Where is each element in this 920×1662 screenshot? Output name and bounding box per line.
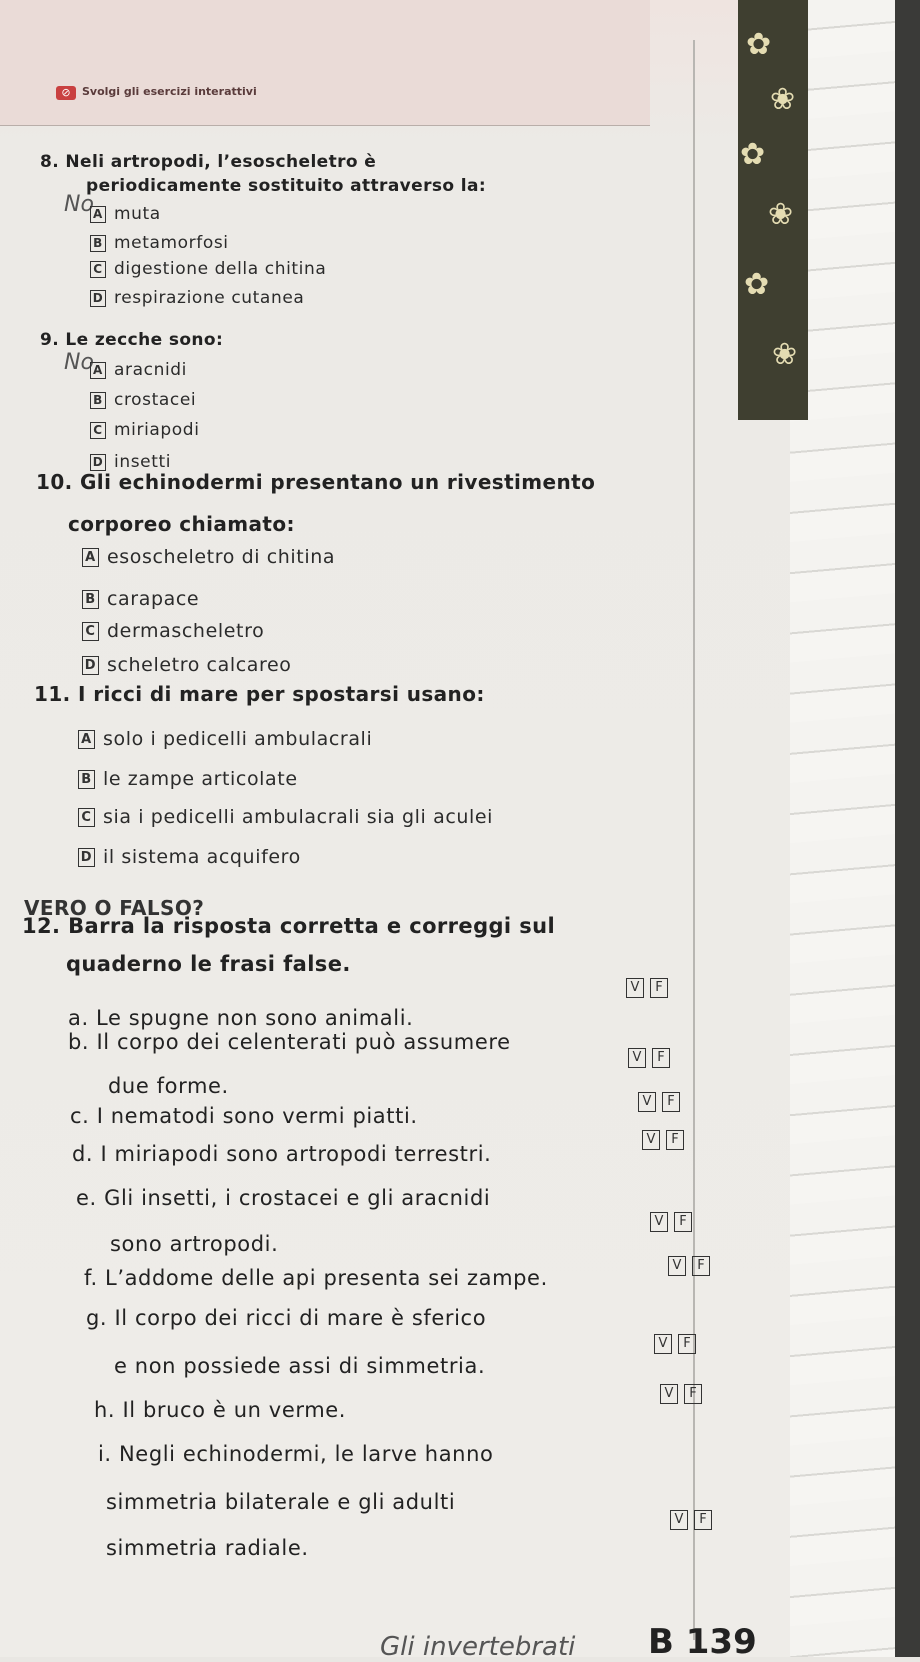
q11-option-a[interactable]: A solo i pedicelli ambulacrali — [78, 728, 372, 750]
section-footer: Gli invertebrati — [380, 1632, 576, 1662]
page-number: B 139 — [648, 1622, 757, 1662]
vf-c[interactable] — [638, 1092, 680, 1112]
statement-b-line1: b. Il corpo dei celenterati può assumere — [68, 1030, 511, 1054]
decorative-strip — [738, 0, 808, 420]
q8-option-d[interactable]: D respirazione cutanea — [90, 288, 304, 308]
vf-a[interactable] — [626, 978, 668, 998]
v-box[interactable]: V — [654, 1334, 672, 1354]
flower-icon: ❀ — [772, 337, 798, 372]
q9-option-d[interactable]: D insetti — [90, 452, 171, 472]
vf-i[interactable] — [670, 1510, 712, 1530]
page-top-band — [0, 0, 650, 126]
statement-h: h. Il bruco è un verme. — [94, 1398, 347, 1422]
q10-option-a[interactable]: A esoscheletro di chitina — [82, 546, 335, 568]
v-box[interactable]: V — [660, 1384, 678, 1404]
q10-option-b[interactable]: B carapace — [82, 588, 199, 610]
q9-option-b[interactable]: B crostacei — [90, 390, 196, 410]
statement-f: f. L’addome delle api presenta sei zampe. — [84, 1266, 548, 1290]
f-box[interactable]: F — [662, 1092, 680, 1112]
statement-i-line3: simmetria radiale. — [106, 1536, 309, 1560]
interactive-exercises-link[interactable] — [56, 86, 262, 100]
f-box[interactable]: F — [678, 1334, 696, 1354]
f-box[interactable]: F — [650, 978, 668, 998]
vf-f[interactable] — [668, 1256, 710, 1276]
handwritten-mark: No — [64, 192, 94, 217]
v-box[interactable]: V — [626, 978, 644, 998]
statement-i-line1: i. Negli echinodermi, le larve hanno — [98, 1442, 494, 1466]
vf-e[interactable] — [650, 1212, 692, 1232]
q8-option-c[interactable]: C digestione della chitina — [90, 259, 326, 279]
v-box[interactable]: V — [670, 1510, 688, 1530]
flower-icon: ❀ — [770, 82, 796, 117]
question-12-line2: quaderno le frasi false. — [66, 952, 351, 976]
q10-option-c[interactable]: C dermascheletro — [82, 620, 264, 642]
handwritten-mark: No — [64, 350, 94, 375]
question-11: 11. I ricci di mare per spostarsi usano: — [34, 682, 485, 706]
q11-option-d[interactable]: D il sistema acquifero — [78, 846, 301, 868]
statement-g-line2: e non possiede assi di simmetria. — [114, 1354, 486, 1378]
question-12: 12. Barra la risposta corretta e correggi sul — [22, 914, 556, 938]
flower-icon: ✿ — [744, 267, 770, 302]
v-box[interactable]: V — [650, 1212, 668, 1232]
f-box[interactable]: F — [694, 1510, 712, 1530]
q8-option-b[interactable]: B metamorfosi — [90, 233, 229, 253]
f-box[interactable]: F — [684, 1384, 702, 1404]
vf-g[interactable] — [654, 1334, 696, 1354]
v-box[interactable]: V — [628, 1048, 646, 1068]
q10-option-d[interactable]: D scheletro calcareo — [82, 654, 292, 676]
statement-i-line2: simmetria bilaterale e gli adulti — [106, 1490, 456, 1514]
question-8-line2: periodicamente sostituito attraverso la: — [86, 176, 487, 196]
statement-d: d. I miriapodi sono artropodi terrestri. — [72, 1142, 492, 1166]
question-8: 8. Neli artropodi, l’esoscheletro è — [40, 152, 377, 172]
flower-icon: ✿ — [740, 137, 766, 172]
vf-b[interactable] — [628, 1048, 670, 1068]
question-9: 9. Le zecche sono: — [40, 330, 224, 350]
f-box[interactable]: F — [674, 1212, 692, 1232]
v-box[interactable]: V — [642, 1130, 660, 1150]
f-box[interactable]: F — [652, 1048, 670, 1068]
question-10: 10. Gli echinodermi presentano un rivestimento — [36, 470, 596, 494]
v-box[interactable]: V — [668, 1256, 686, 1276]
page-edge-shadow — [895, 0, 920, 1657]
flower-icon: ❀ — [768, 197, 794, 232]
q11-option-c[interactable]: C sia i pedicelli ambulacrali sia gli aculei — [78, 806, 493, 828]
statement-c: c. I nematodi sono vermi piatti. — [70, 1104, 418, 1128]
q8-option-a[interactable]: A muta — [90, 204, 161, 224]
statement-e-line2: sono artropodi. — [110, 1232, 279, 1256]
vf-d[interactable] — [642, 1130, 684, 1150]
f-box[interactable]: F — [666, 1130, 684, 1150]
q9-option-a[interactable]: A aracnidi — [90, 360, 187, 380]
question-10-line2: corporeo chiamato: — [68, 512, 295, 536]
v-box[interactable]: V — [638, 1092, 656, 1112]
interactive-badge-icon: ⊘ — [56, 86, 76, 100]
interactive-label: Svolgi gli esercizi interattivi — [82, 85, 257, 98]
vf-h[interactable] — [660, 1384, 702, 1404]
statement-g-line1: g. Il corpo dei ricci di mare è sferico — [86, 1306, 487, 1330]
statement-a: a. Le spugne non sono animali. — [68, 1006, 414, 1030]
section-title: VERO O FALSO? — [24, 896, 205, 920]
q9-option-c[interactable]: C miriapodi — [90, 420, 200, 440]
flower-icon: ✿ — [746, 27, 772, 62]
statement-b-line2: due forme. — [108, 1074, 229, 1098]
statement-e-line1: e. Gli insetti, i crostacei e gli aracnidi — [76, 1186, 491, 1210]
q11-option-b[interactable]: B le zampe articolate — [78, 768, 298, 790]
f-box[interactable]: F — [692, 1256, 710, 1276]
